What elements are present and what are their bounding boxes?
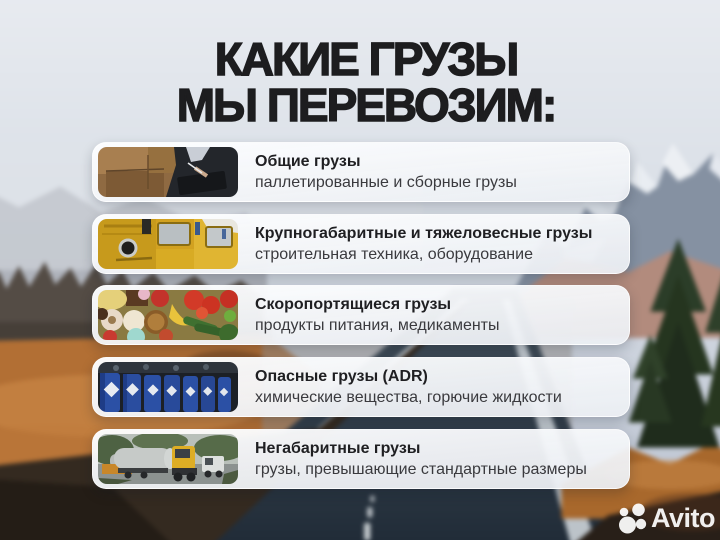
card-subtitle: паллетированные и сборные грузы <box>255 174 517 191</box>
avito-logo-icon <box>617 502 648 534</box>
card-title: Крупногабаритные и тяжеловесные грузы <box>255 224 593 242</box>
card-subtitle: строительная техника, оборудование <box>255 245 533 263</box>
card-subtitle: химические вещества, горючие жидкости <box>255 389 562 407</box>
card-text <box>255 151 517 193</box>
card-text <box>255 366 562 408</box>
cargo-card-heavy <box>92 214 630 274</box>
card-title: Скоропортящиеся грузы <box>255 296 452 314</box>
fresh-food-assortment-photo <box>98 290 238 340</box>
card-subtitle: грузы, превышающие стандартные размеры <box>255 460 587 478</box>
page-title-line1: КАКИЕ ГРУЗЫ <box>214 33 518 85</box>
cargo-card-dangerous <box>92 357 630 417</box>
worker-with-clipboard-and-boxes-photo <box>98 147 238 197</box>
avito-logo-text: Avito <box>651 502 715 533</box>
page-title <box>6 33 720 131</box>
cargo-card-oversized <box>92 429 630 489</box>
cargo-card-perishable <box>92 285 630 345</box>
cargo-card-general <box>92 142 630 202</box>
page-title-line2: МЫ ПЕРЕВОЗИМ: <box>176 79 556 131</box>
cargo-list <box>92 142 630 489</box>
avito-logo <box>617 502 715 534</box>
card-text <box>255 438 587 480</box>
blue-chemical-canisters-photo <box>98 362 238 412</box>
card-subtitle: продукты питания, медикаменты <box>255 317 500 335</box>
card-title: Общие грузы <box>255 153 361 170</box>
card-title: Негабаритные грузы <box>255 439 421 457</box>
yellow-construction-machine-photo <box>98 219 238 269</box>
card-text <box>255 223 592 265</box>
truck-with-oversized-tank-photo <box>98 434 238 484</box>
card-text <box>255 294 500 336</box>
card-title: Опасные грузы (ADR) <box>255 368 428 386</box>
